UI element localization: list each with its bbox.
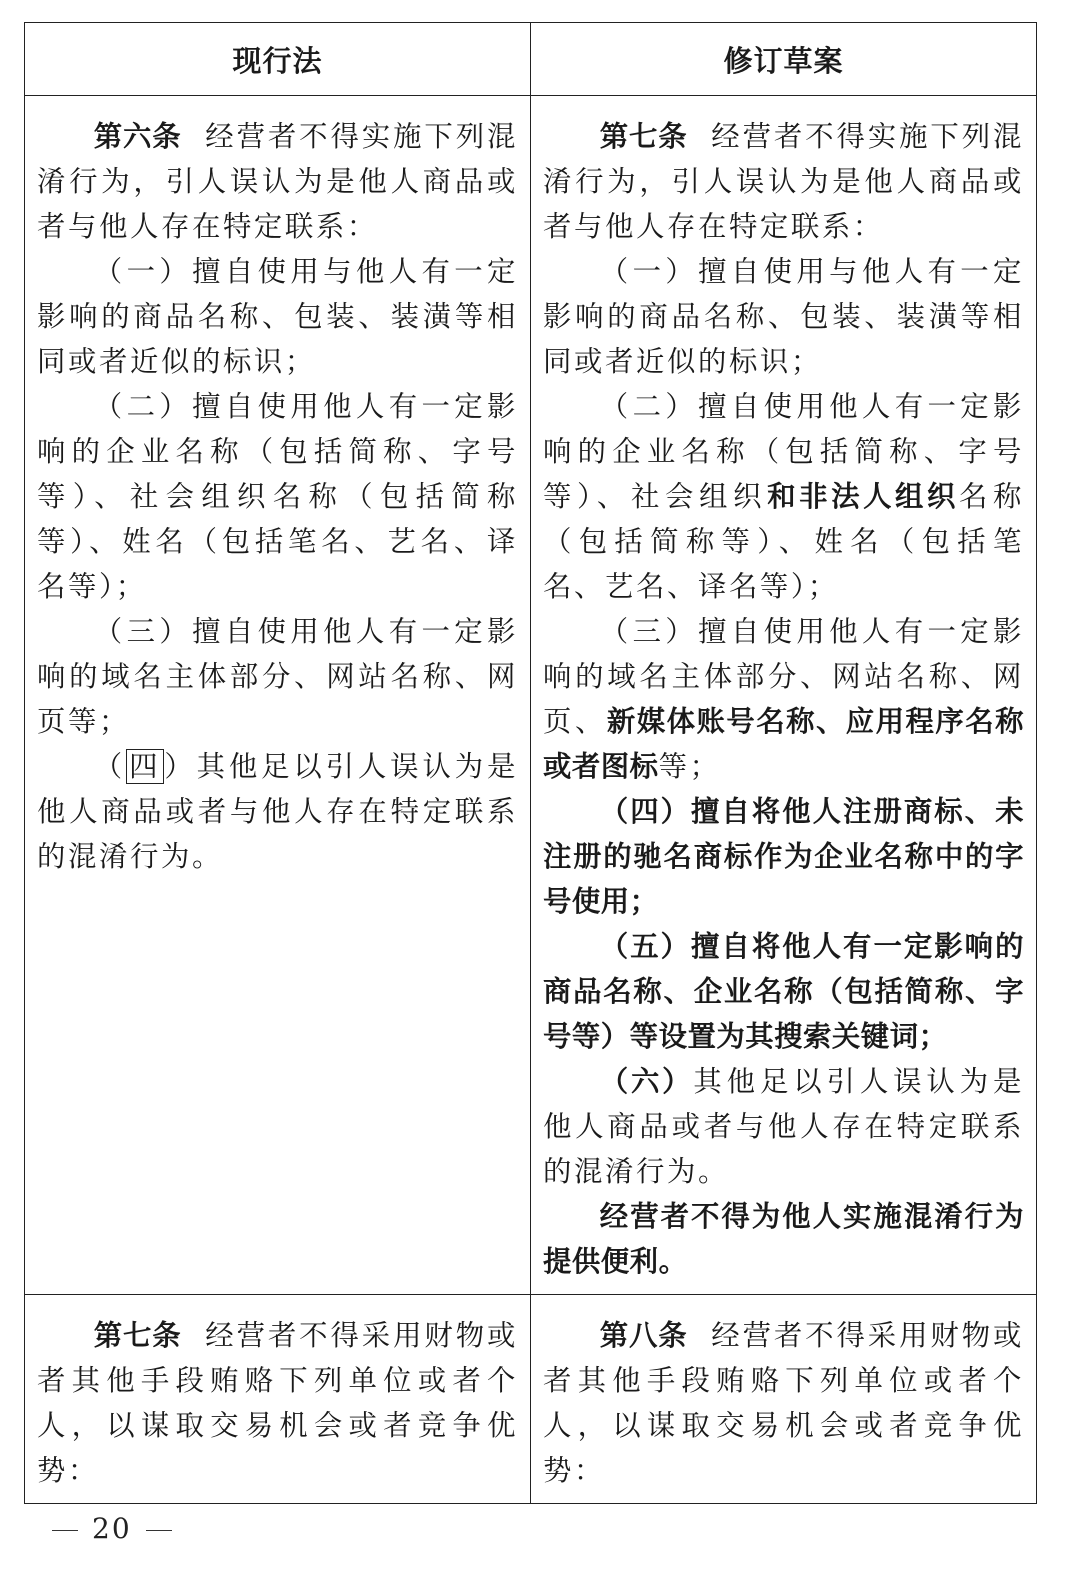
item-5-added [543,924,1024,1059]
item-4-text: ）其他足以引人误认为是他人商品或者与他人存在特定联系的混淆行为。 [37,750,518,873]
item-4-added-text: （四）擅自将他人注册商标、未注册的驰名商标作为企业名称中的字号使用； [543,795,1024,918]
item-2-text-b: 名称（包括简称等）、姓名（包括笔名、艺名、译名等）； [543,480,1024,603]
article-number: 第六条 [93,120,182,153]
item-4-open: （ [93,750,127,783]
page-footer [38,1512,186,1545]
item-6-number: （六） [599,1065,694,1098]
article-text: 经营者不得实施下列混淆行为，引人误认为是他人商品或者与他人存在特定联系： [543,120,1024,243]
article-paragraph [543,114,1024,249]
draft-article-7-cell [531,96,1037,1295]
header-current-law: 现行法 [25,23,531,96]
item-3-added-text: 新媒体账号名称、应用程序名称或者图标 [543,705,1024,783]
article-number: 第七条 [93,1319,182,1352]
article-text: 经营者不得采用财物或者其他手段贿赂下列单位或者个人，以谋取交易机会或者竞争优势： [543,1319,1024,1487]
article-number: 第八条 [599,1319,688,1352]
item-3-text-b: 等； [658,750,721,783]
draft-article-8-cell [531,1295,1037,1504]
item-3 [543,609,1024,789]
article-text: 经营者不得采用财物或者其他手段贿赂下列单位或者个人，以谋取交易机会或者竞争优势： [37,1319,518,1487]
item-2-added-text: 和非法人组织 [767,480,959,513]
article-number: 第七条 [599,120,688,153]
footer-dash-right [146,1530,172,1531]
item-2: （二）擅自使用他人有一定影响的企业名称（包括简称、字号等）、社会组织名称（包括简称等）、姓名（包括笔名、艺名、译名等）； [37,390,518,603]
current-law-article-7-cell [25,1295,531,1504]
table-row [25,96,1037,1295]
added-paragraph [543,1194,1024,1284]
item-4-added [543,789,1024,924]
page-number: 20 [92,1512,132,1545]
header-revision-draft: 修订草案 [531,23,1037,96]
comparison-table [24,22,1037,1504]
article-text: 经营者不得实施下列混淆行为，引人误认为是他人商品或者与他人存在特定联系： [37,120,518,243]
item-4 [37,744,518,879]
article-paragraph [37,114,518,249]
table-header-row [25,23,1037,96]
article-paragraph [37,1313,518,1493]
item-5-added-text: （五）擅自将他人有一定影响的商品名称、企业名称（包括简称、字号等）等设置为其搜索关键词； [543,930,1024,1053]
item-1: （一）擅自使用与他人有一定影响的商品名称、包装、装潢等相同或者近似的标识； [543,255,1024,378]
item-6-text: 其他足以引人误认为是他人商品或者与他人存在特定联系的混淆行为。 [543,1065,1024,1188]
current-law-article-6-cell [25,96,531,1295]
footer-dash-left [52,1530,78,1531]
item-3: （三）擅自使用他人有一定影响的域名主体部分、网站名称、网页等； [37,615,518,738]
boxed-revision-mark: 四 [126,749,164,784]
item-3-text-a: （三）擅自使用他人有一定影响的域名主体部分、网站名称、网页、 [543,615,1024,738]
item-6 [543,1059,1024,1194]
item-1: （一）擅自使用与他人有一定影响的商品名称、包装、装潢等相同或者近似的标识； [37,255,518,378]
added-paragraph-text: 经营者不得为他人实施混淆行为提供便利。 [543,1200,1024,1278]
table-row [25,1295,1037,1504]
item-2 [543,384,1024,609]
article-paragraph [543,1313,1024,1493]
item-2-text-a: （二）擅自使用他人有一定影响的企业名称（包括简称、字号等）、社会组织 [543,390,1024,513]
